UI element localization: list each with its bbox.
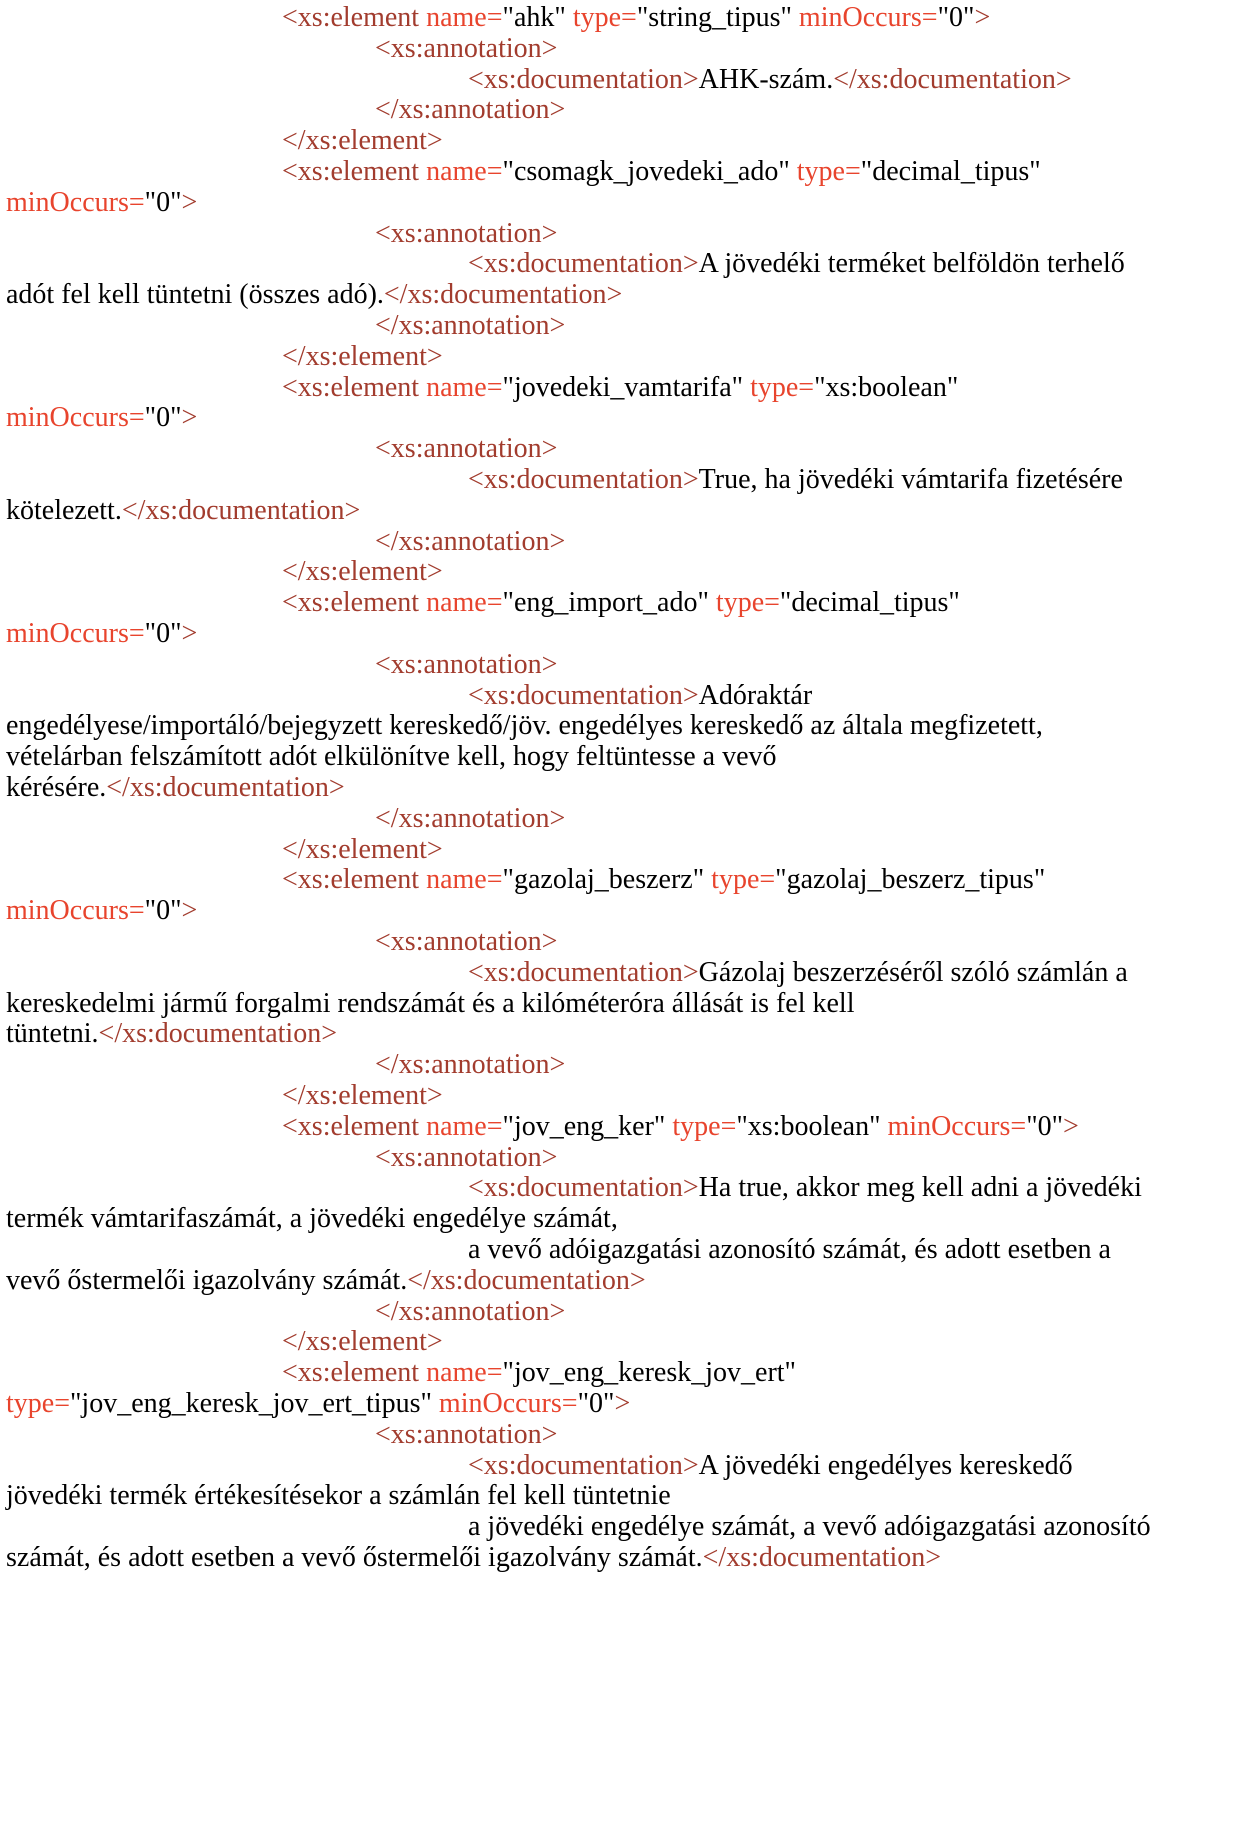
xml-tag: <xs:annotation> [375, 32, 558, 64]
text-content: "decimal_tipus" [779, 587, 960, 619]
text-content: True, ha jövedéki vámtarifa fizetésére [698, 464, 1123, 495]
xml-tag: </xs:documentation> [702, 1542, 942, 1573]
text-content: "0" [144, 895, 182, 927]
xml-tag: </xs:annotation> [375, 1295, 566, 1327]
text-content: engedélyese/importáló/bejegyzett kereskedő/jöv. engedélyes kereskedő az általa megfizetett, [6, 710, 1043, 742]
xml-tag: </xs:documentation> [106, 772, 345, 803]
text-content: kereskedelmi jármű forgalmi rendszámát és a kilóméteróra állását is fel kell [6, 987, 855, 1019]
xml-tag: <xs:annotation> [375, 433, 558, 465]
xml-tag: </xs:annotation> [375, 310, 566, 341]
xml-attribute-name: name= [426, 1110, 503, 1142]
xml-attribute-name: type= [750, 371, 815, 403]
text-content: Gázolaj beszerzéséről szóló számlán a [698, 956, 1128, 988]
xml-tag: > [181, 618, 198, 649]
xml-attribute-name: minOccurs= [6, 402, 145, 434]
text-content: termék vámtarifaszámát, a jövedéki engedélye számát, [6, 1203, 618, 1235]
xml-attribute-name: type= [796, 156, 861, 187]
text-content: Adóraktár [698, 679, 813, 711]
xml-tag: <xs:documentation> [468, 1449, 699, 1481]
xml-tag: > [181, 186, 198, 218]
xml-attribute-name: minOccurs= [798, 2, 938, 33]
xml-attribute-name: name= [426, 864, 503, 896]
code-line [282, 585, 960, 621]
text-content: "eng_import_ado" [502, 587, 716, 619]
xml-tag: <xs:annotation> [375, 217, 558, 249]
xml-attribute-name: name= [426, 1357, 503, 1389]
xml-tag: <xs:documentation> [468, 956, 699, 988]
text-content: A jövedéki terméket belföldön terhelő [698, 248, 1125, 280]
code-line [6, 493, 360, 529]
xml-tag: <xs:annotation> [375, 1418, 558, 1450]
xml-tag: > [1063, 1110, 1079, 1142]
xml-tag: </xs:annotation> [375, 1049, 566, 1081]
code-line [282, 154, 1041, 190]
text-content: Ha true, akkor meg kell adni a jövedéki [698, 1172, 1142, 1204]
xml-tag: <xs:element [282, 1357, 427, 1389]
xml-attribute-name: name= [426, 2, 503, 33]
xml-tag: </xs:element> [282, 1326, 443, 1358]
xml-attribute-name: type= [6, 1388, 70, 1419]
text-content: "0" [144, 402, 182, 434]
text-content: "0" [937, 2, 975, 33]
text-content: "0" [1026, 1110, 1064, 1142]
code-line [6, 616, 197, 652]
xml-tag: > [181, 402, 198, 434]
xml-tag: </xs:documentation> [407, 1264, 646, 1296]
text-content: számát, és adott esetben a vevő őstermelői igazolvány számát. [6, 1542, 703, 1573]
text-content: a vevő adóigazgatási azonosító számát, és adott esetben a [468, 1234, 1111, 1265]
xml-tag: > [614, 1388, 631, 1419]
xml-attribute-name: minOccurs= [887, 1110, 1027, 1142]
xml-tag: <xs:annotation> [375, 926, 558, 957]
xml-tag: </xs:annotation> [375, 94, 566, 126]
xml-attribute-name: name= [426, 371, 503, 403]
text-content: "jovedeki_vamtarifa" [502, 371, 751, 403]
xml-attribute-name: type= [672, 1110, 737, 1142]
xml-attribute-name: name= [426, 156, 503, 187]
xml-tag: <xs:documentation> [468, 679, 699, 711]
xml-tag: > [974, 2, 991, 33]
text-content: A jövedéki engedélyes kereskedő [698, 1449, 1073, 1481]
code-line [6, 185, 197, 221]
xml-tag: <xs:annotation> [375, 648, 558, 680]
xml-tag: > [181, 895, 198, 927]
text-content: "ahk" [502, 2, 573, 33]
text-content: "string_tipus" [636, 2, 799, 33]
code-line [6, 893, 197, 929]
text-content: jövedéki termék értékesítésekor a számlán fel kell tüntetnie [6, 1480, 671, 1512]
text-content: a jövedéki engedélye számát, a vevő adóigazgatási azonosító [468, 1511, 1151, 1543]
xml-tag: </xs:documentation> [98, 1018, 337, 1050]
xml-tag: <xs:documentation> [468, 464, 699, 495]
xml-tag: </xs:annotation> [375, 802, 566, 834]
xml-tag: <xs:element [282, 587, 427, 619]
code-line [468, 462, 1123, 498]
text-content: tüntetni. [6, 1018, 99, 1050]
text-content: "jov_eng_keresk_jov_ert" [502, 1357, 796, 1389]
code-line [6, 770, 345, 806]
xml-tag: </xs:element> [282, 340, 443, 372]
xml-tag: <xs:element [282, 864, 427, 896]
xml-tag: </xs:documentation> [383, 279, 623, 311]
code-line [282, 370, 958, 406]
text-content: kötelezett. [6, 494, 122, 526]
xml-tag: <xs:annotation> [375, 1141, 558, 1173]
text-content: "0" [144, 618, 182, 649]
xml-attribute-name: minOccurs= [438, 1388, 578, 1419]
code-line [6, 400, 197, 436]
xml-attribute-name: type= [715, 587, 780, 619]
xml-tag: </xs:element> [282, 125, 443, 157]
code-line [6, 1016, 337, 1052]
xml-tag: <xs:documentation> [468, 63, 699, 95]
text-content: vételárban felszámított adót elkülönítve kell, hogy feltüntesse a vevő [6, 741, 777, 773]
xml-tag: <xs:element [282, 2, 427, 33]
text-content: "xs:boolean" [814, 371, 959, 403]
xml-tag: <xs:documentation> [468, 1172, 699, 1204]
xml-attribute-name: minOccurs= [6, 618, 145, 649]
text-content: "gazolaj_beszerz" [502, 864, 712, 896]
xml-tag: <xs:element [282, 156, 427, 187]
text-content: "decimal_tipus" [860, 156, 1041, 187]
xml-tag: </xs:element> [282, 556, 443, 588]
text-content: "gazolaj_beszerz_tipus" [775, 864, 1046, 896]
text-content: adót fel kell tüntetni (összes adó). [6, 279, 384, 311]
code-line [6, 1540, 941, 1576]
xml-tag: </xs:element> [282, 1080, 443, 1111]
text-content: "0" [144, 186, 182, 218]
xml-tag: </xs:annotation> [375, 525, 566, 557]
xml-tag: </xs:documentation> [833, 63, 1072, 95]
xml-attribute-name: type= [572, 2, 637, 33]
xml-attribute-name: type= [711, 864, 776, 896]
xml-attribute-name: minOccurs= [6, 186, 145, 218]
text-content: "0" [577, 1388, 615, 1419]
code-line [282, 862, 1045, 898]
text-content: "jov_eng_keresk_jov_ert_tipus" [70, 1388, 439, 1419]
text-content: AHK-szám. [698, 63, 834, 95]
text-content: kérésére. [6, 772, 107, 803]
xml-attribute-name: name= [426, 587, 503, 619]
text-content: vevő őstermelői igazolvány számát. [6, 1264, 408, 1296]
xml-attribute-name: minOccurs= [6, 895, 145, 927]
xml-tag: </xs:element> [282, 833, 443, 865]
text-content: "jov_eng_ker" [502, 1110, 673, 1142]
xml-tag: </xs:documentation> [121, 494, 361, 526]
xml-tag: <xs:element [282, 371, 427, 403]
xml-tag: <xs:element [282, 1110, 427, 1142]
text-content: "csomagk_jovedeki_ado" [502, 156, 797, 187]
text-content: "xs:boolean" [736, 1110, 888, 1142]
xml-tag: <xs:documentation> [468, 248, 699, 280]
